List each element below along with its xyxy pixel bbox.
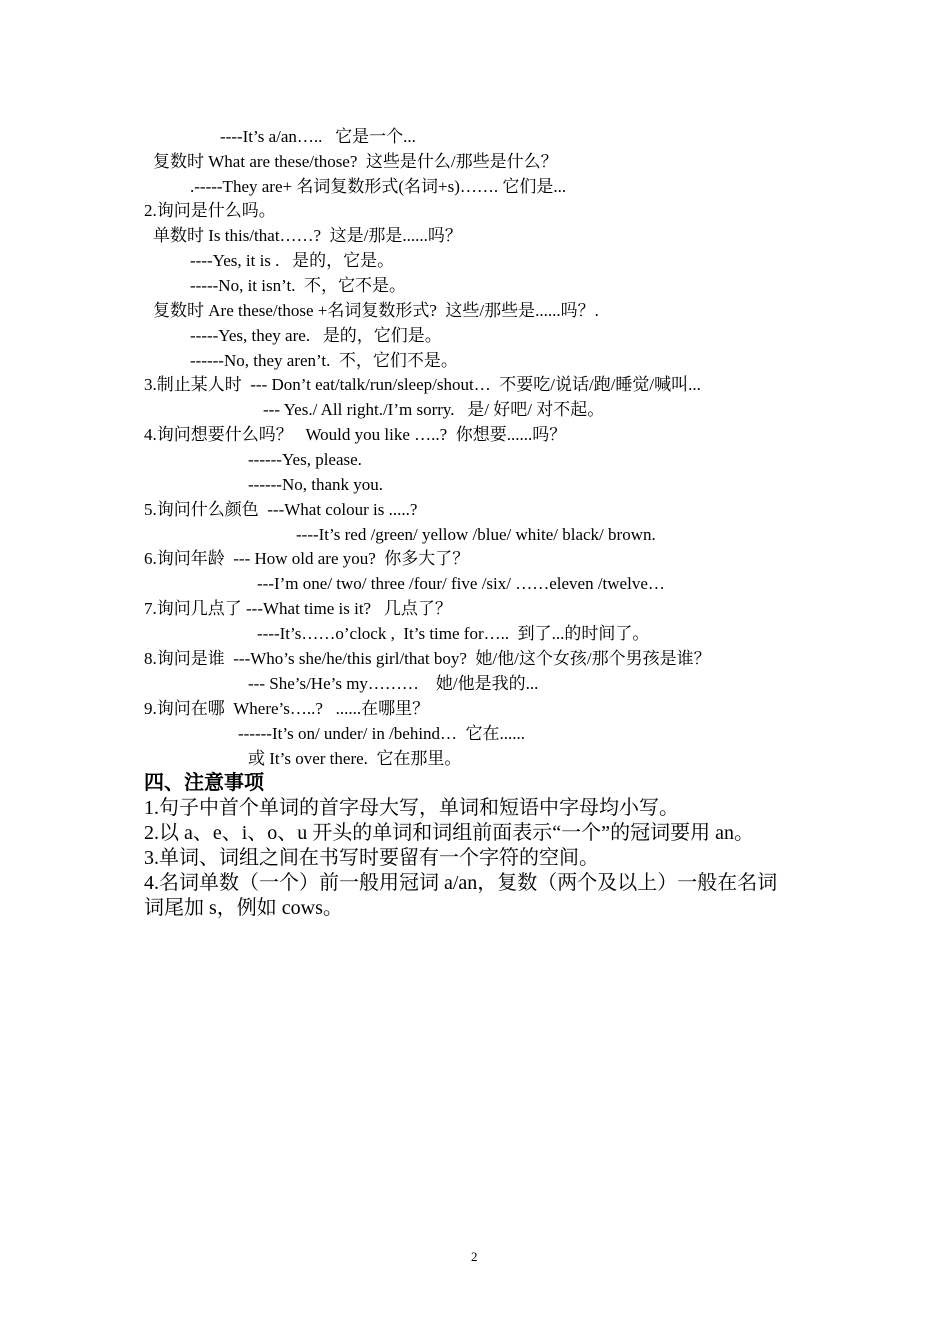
note-line: 4.名词单数（一个）前一般用冠词 a/an，复数（两个及以上）一般在名词: [144, 872, 778, 894]
text-line: ---I’m one/ two/ three /four/ five /six/ ……eleven /twelve…: [257, 574, 665, 593]
text-line: ------Yes, please.: [248, 450, 362, 469]
text-line: 复数时 What are these/those? 这些是什么/那些是什么？: [153, 152, 558, 171]
section-title: 四、注意事项: [144, 772, 264, 794]
text-line: .-----They are+ 名词复数形式(名词+s)……. 它们是...: [190, 177, 567, 196]
text-line: -----No, it isn’t. 不，它不是。: [190, 276, 406, 295]
note-line: 3.单词、词组之间在书写时要留有一个字符的空间。: [144, 847, 599, 869]
text-line: -----Yes, they are. 是的，它们是。: [190, 326, 442, 345]
text-line: 5.询问什么颜色 ---What colour is .....?: [144, 500, 418, 519]
text-line: ----It’s a/an….. 它是一个...: [220, 127, 416, 146]
note-line: 2.以 a、e、i、o、u 开头的单词和词组前面表示“一个”的冠词要用 an。: [144, 822, 754, 844]
text-line: ------No, they aren’t. 不，它们不是。: [190, 351, 458, 370]
text-line: 2.询问是什么吗。: [144, 201, 276, 220]
text-line: 或 It’s over there. 它在那里。: [248, 749, 462, 768]
text-line: ------It’s on/ under/ in /behind… 它在......: [238, 724, 526, 743]
text-line: 单数时 Is this/that……? 这是/那是......吗？: [153, 226, 462, 245]
text-line: ----Yes, it is . 是的，它是。: [190, 251, 395, 270]
text-line: 6.询问年龄 --- How old are you? 你多大了？: [144, 549, 470, 568]
text-line: 3.制止某人时 --- Don’t eat/talk/run/sleep/shout… 不要吃/说话/跑/睡觉/喊叫...: [144, 375, 701, 394]
text-line: 8.询问是谁 ---Who’s she/he/this girl/that boy? 她/他/这个女孩/那个男孩是谁？: [144, 649, 711, 668]
text-line: 复数时 Are these/those +名词复数形式? 这些/那些是......吗？.: [153, 301, 599, 320]
text-line: ----It’s red /green/ yellow /blue/ white/ black/ brown.: [296, 525, 656, 544]
text-line: 4.询问想要什么吗？ Would you like …..? 你想要......吗？: [144, 425, 567, 444]
text-line: ----It’s……o’clock , It’s time for….. 到了...的时间了。: [257, 624, 650, 643]
text-line: ------No, thank you.: [248, 475, 384, 494]
text-line: 9.询问在哪 Where’s…..? ......在哪里？: [144, 699, 430, 718]
text-line: --- Yes./ All right./I’m sorry. 是/ 好吧/ 对不起。: [263, 400, 605, 419]
text-line: --- She’s/He’s my……… 她/他是我的...: [248, 674, 539, 693]
note-line: 词尾加 s，例如 cows。: [144, 897, 343, 919]
page-number: 2: [471, 1249, 478, 1264]
text-line: 7.询问几点了 ---What time is it? 几点了？: [144, 599, 452, 618]
note-line: 1.句子中首个单词的首字母大写，单词和短语中字母均小写。: [144, 797, 679, 819]
